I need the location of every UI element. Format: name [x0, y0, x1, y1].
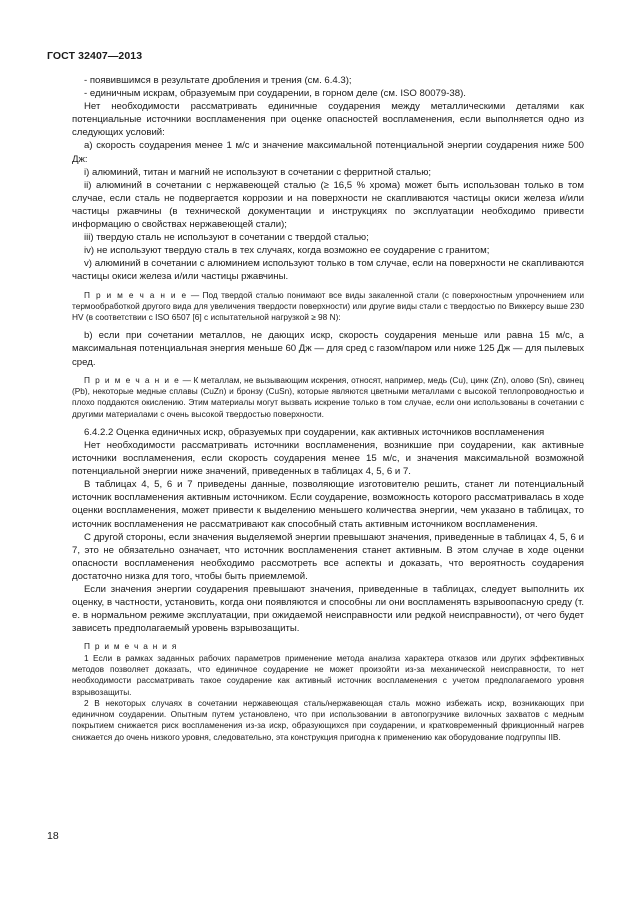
- paragraph: v) алюминий в сочетании с алюминием используют только в том случае, если на поверхности не скапливаются частицы окиси железа и/или частицы ржавчины.: [72, 258, 584, 283]
- note-text: — Под твердой сталью понимают все виды закаленной стали (с поверхностным упрочнением или термообработкой другого вида для увеличения твердости поверхности) или другие виды стали с твердостью по Виккерсу выше 230 HV (в соответствии с ISO 6507 [6] с испытательной нагрузкой ≥ 98 N):: [72, 289, 584, 323]
- document-header: ГОСТ 32407—2013: [47, 50, 143, 62]
- paragraph: Нет необходимости рассматривать источники воспламенения, возникшие при соударении, как активные источники воспламенения, если скорость соударения менее 15 м/с, и значения максимальной возможной потенциальной энергии ниже значений, приведенных в таблицах 4, 5, 6 и 7.: [72, 439, 584, 478]
- paragraph: iv) не используют твердую сталь в тех случаях, когда возможно ее соударение с гранитом;: [84, 245, 490, 257]
- notes-title: П р и м е ч а н и я: [84, 641, 178, 652]
- note-text: — К металлам, не вызывающим искрения, относят, например, медь (Cu), цинк (Zn), олово (Sn), свинец (Pb), некоторые медные сплавы (CuZn) и бронзу (CuSn), которые являются цветными металлами с высокой теплопроводностью и плохо поддаются окислению. Этим материалы могут вызвать искрение только в том случае, если они использованы в сочетании с другими материалами с очень высокой твердостью поверхности.: [72, 374, 584, 419]
- page-number: 18: [47, 830, 59, 842]
- note-item: 1 Если в рамках заданных рабочих параметров применение метода анализа характера отказов или других эффективных методов позволяет доказать, что единичное соударение не может произойти из-за механической неисправности, то нет необходимости рассматривать такое соударение как активный источник воспламенения с учетом предполагаемого уровня взрывозащиты.: [72, 652, 584, 697]
- paragraph: - появившимся в результате дробления и трения (см. 6.4.3);: [84, 75, 352, 86]
- note-item: 2 В некоторых случаях в сочетании нержавеющая сталь/нержавеющая сталь можно избежать искр, возникающих при единичном соударении. Опытным путем установлено, что при использовании в автопогрузчике вилочных захватов с медным покрытием снижается риск воспламенения из-за искр, образующихся при соударении, и кратковременный фрикционный нагрев снижается до очень низкого уровня, следовательно, эта конструкция пригодна к применению как оборудование подгруппы IIB.: [72, 697, 584, 742]
- note-label: П р и м е ч а н и е: [84, 374, 181, 385]
- paragraph: Если значения энергии соударения превышают значения, приведенные в таблицах, следует выполнить их оценку, в частности, установить, когда они появляются и способны ли они воспламенять взрывоопасную среду (т. е. в нормальном режиме эксплуатации, при ожидаемой неисправности или редкой неисправности), от чего будет зависеть предполагаемый уровень взрывозащиты.: [72, 583, 584, 635]
- page-content: [72, 74, 584, 743]
- paragraph: - единичным искрам, образуемым при соударении, в горном деле (см. ISO 80079-38).: [84, 88, 466, 100]
- paragraph: b) если при сочетании металлов, не дающих искр, скорость соударения меньше или равна 15 м/с, а максимальная потенциальная энергия меньше 60 Дж — для сред с газом/паром или ниже 125 Дж — для пылевых сред.: [72, 330, 584, 368]
- note-non-sparking-metals: [72, 375, 584, 420]
- note-hard-steel: [72, 290, 584, 324]
- paragraph: i) алюминий, титан и магний не используют в сочетании с ферритной сталью;: [84, 166, 432, 178]
- paragraph: a) скорость соударения менее 1 м/с и значение максимальной потенциальной энергии соударения ниже 500 Дж:: [72, 140, 584, 165]
- note-label: П р и м е ч а н и е: [84, 289, 188, 300]
- paragraph: Нет необходимости рассматривать единичные соударения между металлическими деталями как потенциальные источники воспламенения при оценке опасностей воспламенения, если выполняется одно из следующих условий:: [72, 101, 584, 139]
- paragraph: iii) твердую сталь не используют в сочетании с твердой сталью;: [84, 232, 369, 244]
- paragraph: В таблицах 4, 5, 6 и 7 приведены данные, позволяющие изготовителю решить, станет ли потенциальный источник воспламенения активным источником. Если соударение, возможность которого рассматривалась в ходе оценки воспламенения, может привести к выделению меньшего количества энергии, чем указано в таблицах, то источник воспламенения не рассматривают как способный стать активным источником воспламенения.: [72, 479, 584, 530]
- paragraph: ii) алюминий в сочетании с нержавеющей сталью (≥ 16,5 % хрома) может быть использован только в том случае, если сталь не подвергается коррозии и на поверхности не скапливаются частицы окиси железа и/или частицы ржавчины (в технической документации и инструкциях по эксплуатации необходимо привести информацию о свойствах нержавеющей стали);: [72, 179, 584, 231]
- section-heading: 6.4.2.2 Оценка единичных искр, образуемых при соударении, как активных источников воспламенения: [84, 426, 545, 438]
- paragraph: С другой стороны, если значения выделяемой энергии превышают значения, приведенные в таблицах 4, 5, 6 и 7, это не обязательно означает, что источник воспламенения станет активным. В этом случае в ходе оценки опасности воспламенения необходимо рассмотреть все аспекты и доказать, что вероятность соударения достаточно низка для того, чтобы быть приемлемой.: [72, 531, 584, 582]
